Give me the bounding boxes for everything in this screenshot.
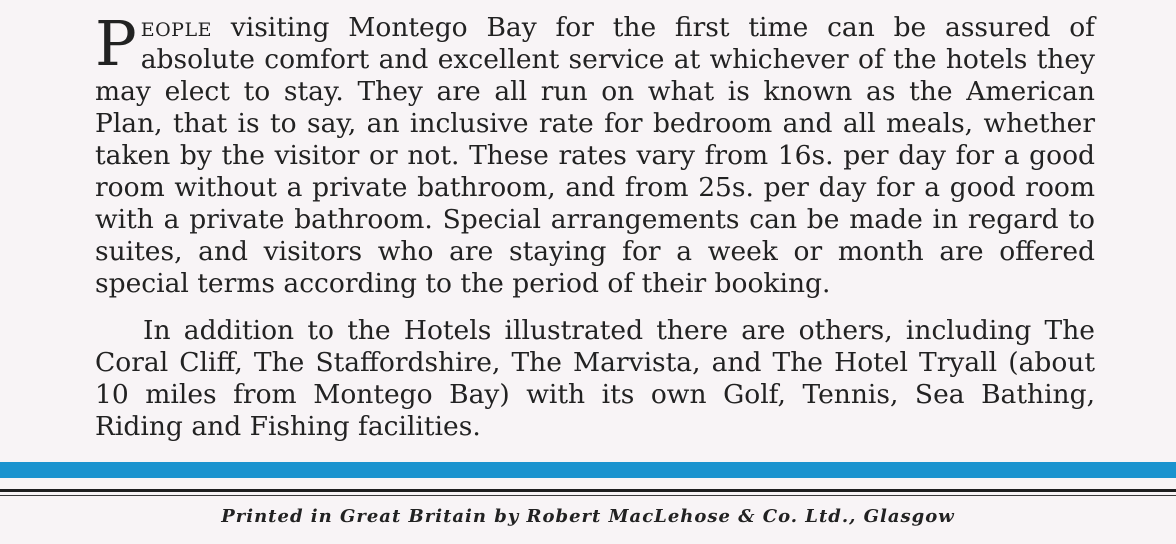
lead-word: eople [140,12,212,43]
footer-rule-thick [0,489,1176,492]
footer-rule-thin [0,495,1176,496]
paragraph-2-text: In addition to the Hotels illustrated there are others, including The Coral Cliff, The Staffordshire, The Marvista, and The Hotel Tryall (about 10 miles from Montego Bay) with its own Golf, Tennis, Sea Bathing, Riding and Fishing facilities. [95,315,1095,442]
printer-imprint: Printed in Great Britain by Robert MacLehose & Co. Ltd., Glasgow [221,506,955,527]
paragraph-1 [95,7,1095,300]
paragraph-1-text: visiting Montego Bay for the first time can be assured of absolute comfort and excellent service at whichever of the hotels they may elect to stay. They are all run on what is known as the American Plan, that is to say, an inclusive rate for bedroom and all meals, whether taken by the visitor or not. These rates vary from 16s. per day for a good room without a private bathroom, and from 25s. per day for a good room with a private bathroom. Special arrangements can be made in regard to suites, and visitors who are staying for a week or month are offered special terms according to the period of their booking. [95,12,1095,299]
body-text [95,7,1095,443]
blue-band [0,462,1176,478]
drop-cap: P [95,7,137,80]
paragraph-2 [95,315,1095,443]
